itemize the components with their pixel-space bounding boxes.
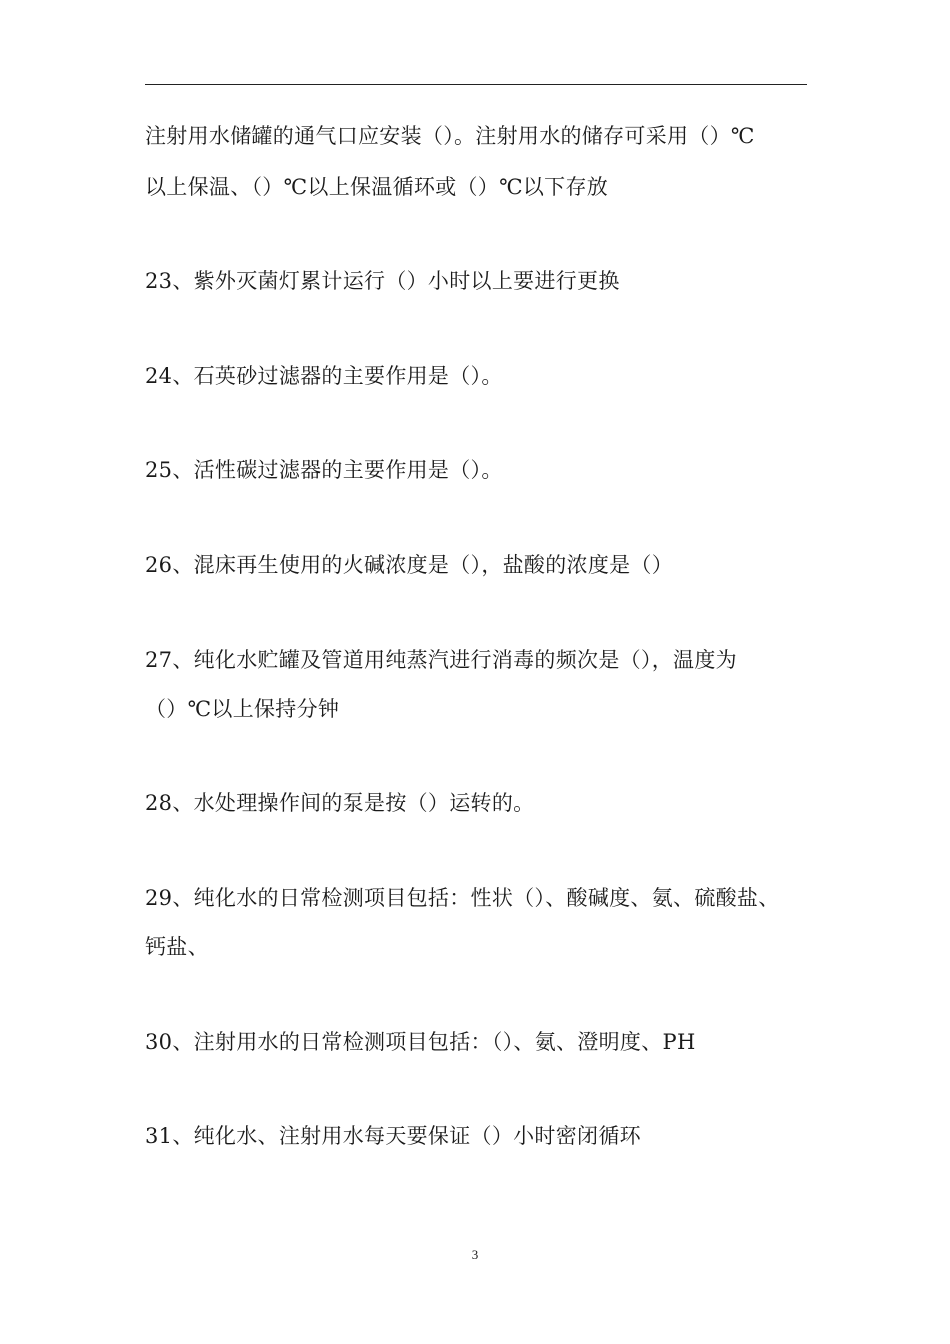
header-rule [145,84,807,85]
question-27-b: （）℃以上保持分钟 [145,697,340,721]
question-28: 28、水处理操作间的泵是按（）运转的。 [145,791,535,815]
text-line-q22-a: 注射用水储罐的通气口应安装（）。注射用水的储存可采用（）℃ [145,124,755,148]
question-31: 31、纯化水、注射用水每天要保证（）小时密闭循环 [145,1124,641,1148]
question-23: 23、紫外灭菌灯累计运行（）小时以上要进行更换 [145,269,620,293]
question-26: 26、混床再生使用的火碱浓度是（），盐酸的浓度是（） [145,553,674,577]
question-29-a: 29、纯化水的日常检测项目包括：性状（）、酸碱度、氨、硫酸盐、 [145,886,780,910]
question-24: 24、石英砂过滤器的主要作用是（）。 [145,364,503,388]
page-number: 3 [471,1247,479,1262]
question-29-b: 钙盐、 [145,935,209,959]
question-25: 25、活性碳过滤器的主要作用是（）。 [145,458,503,482]
text-line-q22-b: 以上保温、（）℃以上保温循环或（）℃以下存放 [145,175,609,199]
question-30: 30、注射用水的日常检测项目包括：（）、氨、澄明度、PH [145,1030,696,1054]
question-27-a: 27、纯化水贮罐及管道用纯蒸汽进行消毒的频次是（），温度为 [145,648,737,672]
